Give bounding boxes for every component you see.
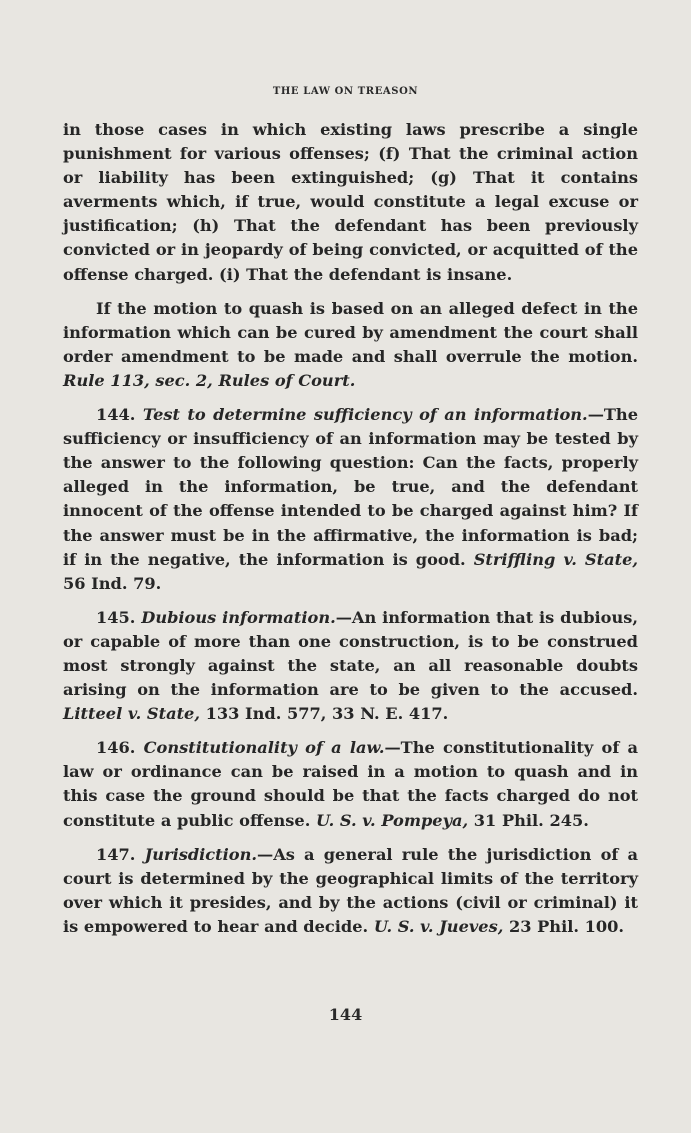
section-text: —As a general rule the jurisdiction of a court is determined by the geographical limits of the territory over which it presides, and by the actions (civil or criminal) it is empowered to hear and decide. — [63, 844, 639, 936]
section-number: 146. — [96, 738, 144, 758]
citation: Rule 113, sec. 2, Rules of Court. — [63, 370, 356, 390]
section-145 — [63, 606, 638, 726]
section-number: 144. — [96, 405, 143, 425]
section-146 — [63, 736, 638, 832]
section-title: Test to determine sufficiency of an information. — [142, 405, 588, 425]
section-text: —The sufficiency or insufficiency of an information may be tested by the answer to the following question: Can the facts, properly alleged in the information, be true, and the defendant innocent of the offense intended to be charged against him? If the answer must be in the affirmative, the information is bad; if in the negative, the information is good. — [63, 405, 638, 569]
section-title: Constitutionality of a law. — [143, 738, 385, 758]
paragraph-motion-to-quash — [63, 297, 638, 393]
section-text: —An information that is dubious, or capable of more than one construction, is to be construed most strongly against the state, an all reasonable doubts arising on the information are to be given to the accused. — [63, 607, 638, 700]
citation-case: Litteel v. State, — [63, 704, 200, 724]
citation-case: Striffling v. State, — [473, 549, 638, 569]
citation-reporter: 31 Phil. 245. — [468, 810, 589, 830]
citation-case: U. S. v. Pompeya, — [315, 810, 469, 830]
running-head: THE LAW ON TREASON — [272, 86, 419, 97]
section-text: —The constitutionality of a law or ordinance can be raised in a motion to quash and in this case the ground should be that the facts charged do not constitute a public offense. — [63, 738, 638, 830]
citation-reporter: 23 Phil. 100. — [503, 916, 625, 936]
section-number: 145. — [96, 607, 142, 627]
citation-case: U. S. v. Jueves, — [373, 916, 504, 936]
paragraph-text: in those cases in which existing laws prescribe a single punishment for various offenses; (f) That the criminal action or liability has been extinguished; (g) That it contains averments which, if true, would constitute a legal excuse or justification; (h) That the defendant has been previously convicted or in jeopardy of being convicted, or acquitted of the offense charged. (i) That the defendant is insane. — [63, 120, 638, 284]
section-147 — [63, 843, 638, 939]
section-144 — [63, 403, 638, 596]
page-body — [63, 118, 638, 939]
citation-reporter: 56 Ind. 79. — [63, 573, 162, 593]
page-number: 144 — [328, 1005, 363, 1024]
paragraph-continuation — [63, 118, 638, 287]
section-number: 147. — [96, 844, 145, 864]
paragraph-text: If the motion to quash is based on an alleged defect in the information which can be cured by amendment the court shall order amendment to be made and shall overrule the motion. — [63, 298, 638, 366]
citation-reporter: 133 Ind. 577, 33 N. E. 417. — [199, 704, 449, 724]
section-title: Dubious information. — [141, 607, 336, 627]
section-title: Jurisdiction. — [144, 844, 257, 864]
